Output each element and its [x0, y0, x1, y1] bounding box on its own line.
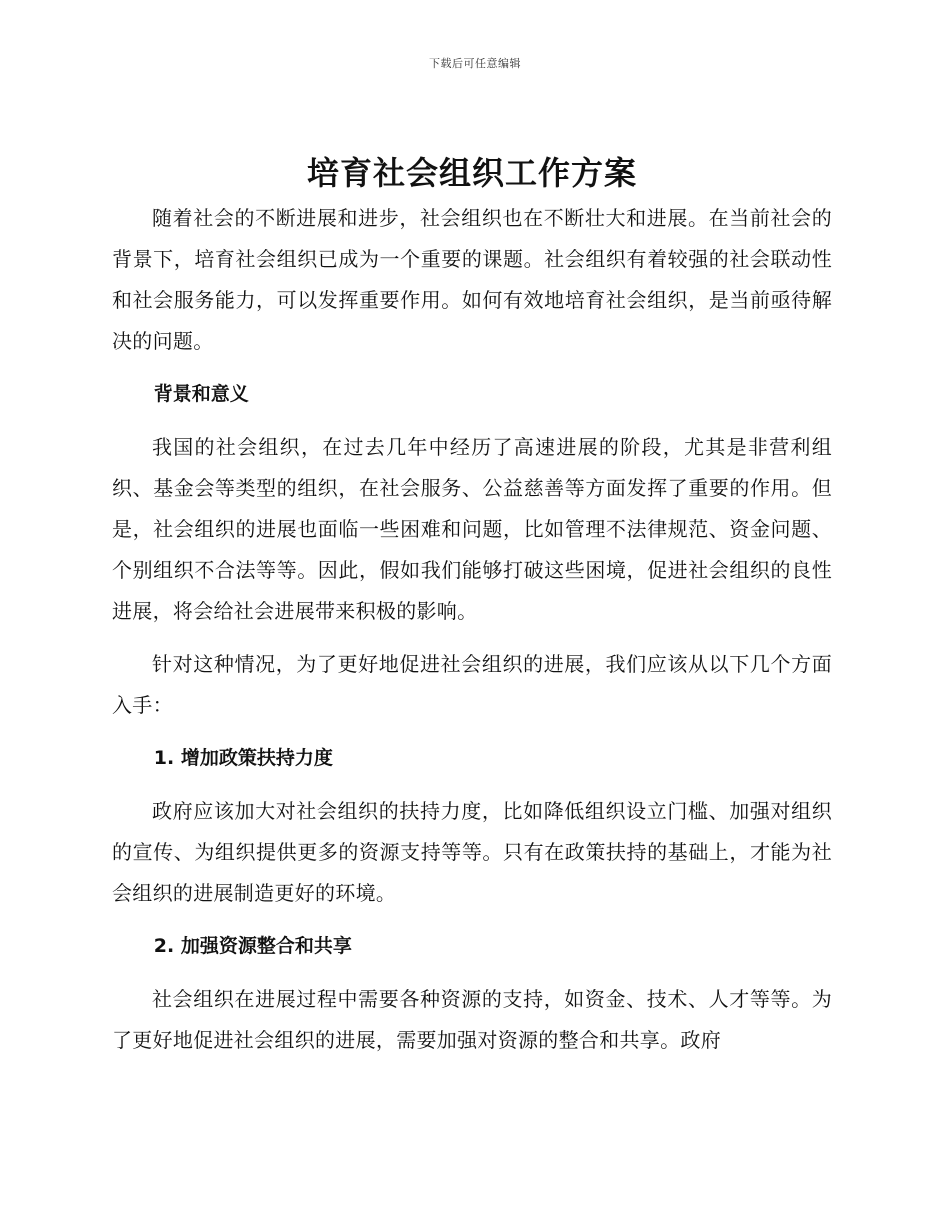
background-paragraph-2: 针对这种情况，为了更好地促进社会组织的进展，我们应该从以下几个方面入手： [112, 652, 832, 717]
header-note: 下载后可任意编辑 [429, 57, 521, 70]
spacer [112, 779, 832, 791]
spacer [112, 914, 832, 926]
spacer [112, 632, 832, 644]
document-title: 培育社会组织工作方案 [306, 154, 637, 192]
intro-paragraph: 随着社会的不断进展和进步，社会组织也在不断壮大和进展。在当前社会的背景下，培育社会组织已成为一个重要的课题。社会组织有着较强的社会联动性和社会服务能力，可以发挥重要作用。如何有效地培育社会组织，是当前亟待解决的问题。 [112, 206, 832, 353]
spacer [112, 726, 832, 738]
policy-paragraph: 政府应该加大对社会组织的扶持力度，比如降低组织设立门槛、加强对组织的宣传、为组织提供更多的资源支持等等。只有在政策扶持的基础上，才能为社会组织的进展制造更好的环境。 [112, 799, 832, 905]
resources-paragraph: 社会组织在进展过程中需要各种资源的支持，如资金、技术、人才等等。为了更好地促进社会组织的进展，需要加强对资源的整合和共享。政府 [112, 987, 832, 1052]
section-heading-resources: 2. 加强资源整合和共享 [153, 935, 352, 957]
section-heading-policy: 1. 增加政策扶持力度 [153, 747, 333, 769]
document-body [112, 150, 832, 1061]
background-paragraph-1: 我国的社会组织，在过去几年中经历了高速进展的阶段，尤其是非营利组织、基金会等类型的组织，在社会服务、公益慈善等方面发挥了重要的作用。但是，社会组织的进展也面临一些困难和问题，比如管理不法律规范、资金问题、个别组织不合法等等。因此，假如我们能够打破这些困境，促进社会组织的良性进展，将会给社会进展带来积极的影响。 [112, 435, 832, 623]
section-heading-background: 背景和意义 [153, 383, 249, 405]
spacer [112, 415, 832, 427]
spacer [112, 362, 832, 374]
spacer [112, 967, 832, 979]
